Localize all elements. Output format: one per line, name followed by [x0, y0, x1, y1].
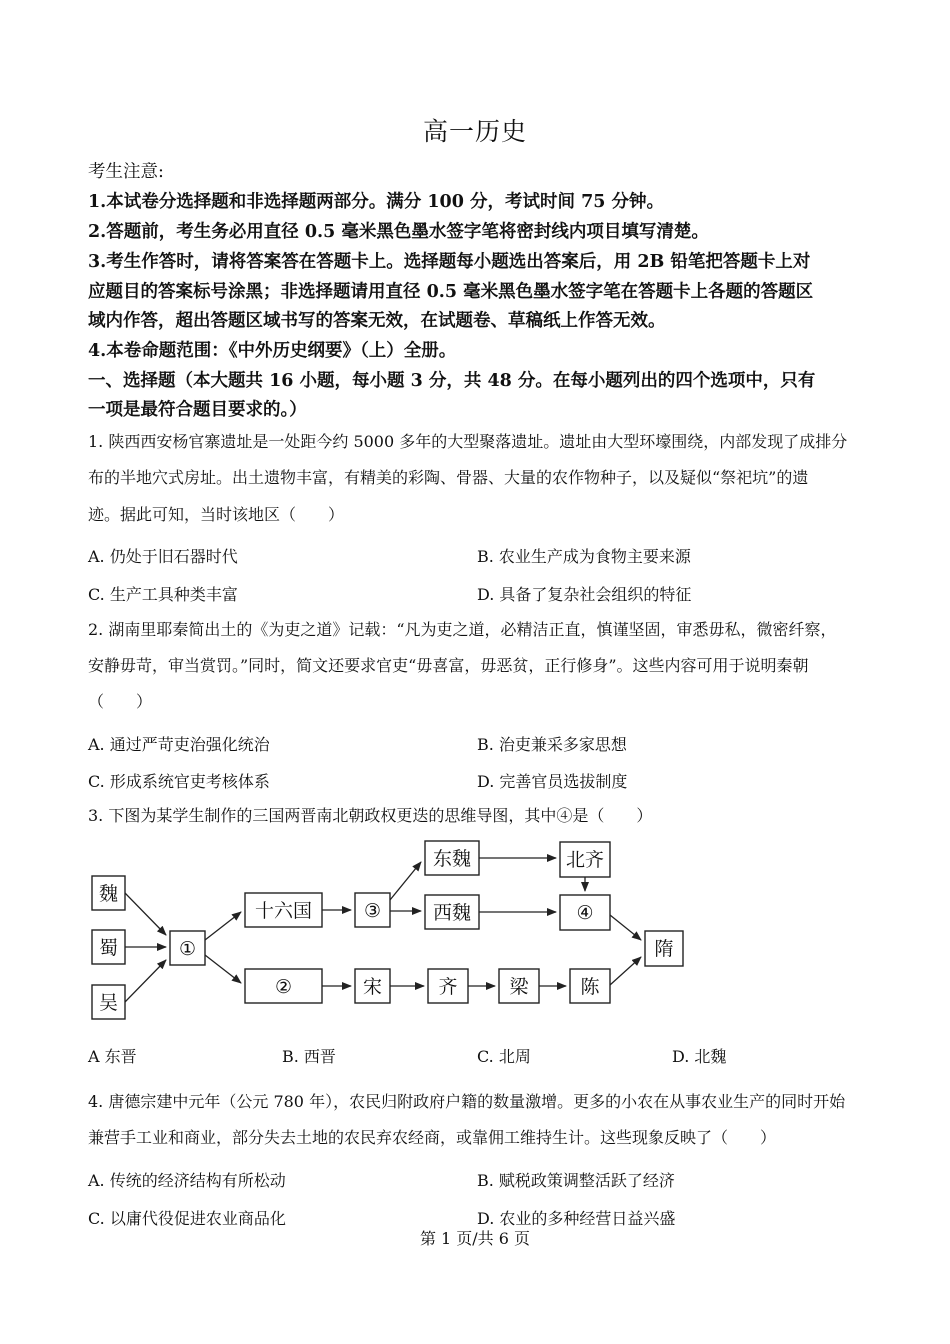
notice-heading: 考生注意:	[88, 162, 164, 182]
notice-line-2: 2.答题前，考生务必用直径 0.5 毫米黑色墨水签字笔将密封线内项目填写清楚。	[88, 222, 709, 242]
q2-option-c: C. 形成系统官吏考核体系	[88, 772, 270, 791]
section-heading-line-1: 一、选择题（本大题共 16 小题，每小题 3 分，共 48 分。在每小题列出的四个选项中，只有	[88, 371, 816, 391]
node-wu: 吴	[98, 992, 119, 1014]
q2-stem-line-2: 安静毋苛，审当赏罚。”同时，简文还要求官吏“毋喜富，毋恶贫，正行修身”。这些内容可用于说明秦朝	[88, 656, 809, 675]
q3-option-a: A 东晋	[88, 1047, 137, 1066]
node-n4: ④	[576, 902, 594, 924]
node-chen: 陈	[580, 976, 600, 998]
node-n1: ①	[178, 938, 197, 960]
node-qi: 齐	[438, 976, 458, 998]
q2-option-b: B. 治吏兼采多家思想	[477, 735, 627, 754]
notice-line-3: 3.考生作答时，请将答案答在答题卡上。选择题每小题选出答案后，用 2B 铅笔把答题卡上对	[88, 252, 811, 272]
q1-option-a: A. 仍处于旧石器时代	[88, 547, 238, 566]
notice-line-6: 4.本卷命题范围：《中外历史纲要》（上）全册。	[88, 341, 457, 361]
node-sui: 隋	[654, 938, 674, 960]
q3-stem: 3. 下图为某学生制作的三国两晋南北朝政权更迭的思维导图，其中④是（ ）	[88, 806, 653, 825]
q4-option-b: B. 赋税政策调整活跃了经济	[477, 1171, 675, 1190]
q4-option-d: D. 农业的多种经营日益兴盛	[477, 1209, 676, 1228]
q2-option-a: A. 通过严苛吏治强化统治	[88, 735, 270, 754]
q1-stem-line-3: 迹。据此可知，当时该地区（ ）	[88, 505, 345, 524]
notice-line-1: 1.本试卷分选择题和非选择题两部分。满分 100 分，考试时间 75 分钟。	[88, 192, 665, 212]
q3-option-c: C. 北周	[477, 1047, 531, 1066]
node-n2: ②	[274, 976, 293, 998]
page-footer: 第 1 页/共 6 页	[419, 1229, 531, 1248]
node-beiqi: 北齐	[565, 849, 605, 871]
q2-option-d: D. 完善官员选拔制度	[477, 772, 628, 791]
q1-option-d: D. 具备了复杂社会组织的特征	[477, 585, 692, 604]
q3-option-b: B. 西晋	[282, 1047, 336, 1066]
q1-stem-line-2: 布的半地穴式房址。出土遗物丰富，有精美的彩陶、骨器、大量的农作物种子，以及疑似“祭祀坑”的遗	[88, 468, 809, 487]
q1-option-b: B. 农业生产成为食物主要来源	[477, 547, 691, 566]
node-n3: ③	[363, 900, 382, 922]
q2-stem-line-3: （ ）	[88, 692, 153, 711]
node-sixteen: 十六国	[254, 900, 313, 922]
notice-line-4: 应题目的答案标号涂黑；非选择题请用直径 0.5 毫米黑色墨水签字笔在答题卡上各题的答题区	[88, 282, 814, 302]
section-heading-line-2: 一项是最符合题目要求的。）	[88, 400, 307, 420]
node-song: 宋	[362, 976, 383, 998]
notice-line-5: 域内作答，超出答题区域书写的答案无效，在试题卷、草稿纸上作答无效。	[88, 311, 666, 331]
q4-stem-line-2: 兼营手工业和商业，部分失去土地的农民弃农经商，或靠佣工维持生计。这些现象反映了（ ）	[88, 1128, 777, 1147]
node-shu: 蜀	[98, 937, 119, 959]
node-dongwei: 东魏	[432, 848, 472, 870]
q4-stem-line-1: 4. 唐德宗建中元年（公元 780 年），农民归附政府户籍的数量激增。更多的小农在从事农业生产的同时开始	[88, 1092, 846, 1111]
q1-option-c: C. 生产工具种类丰富	[88, 585, 238, 604]
node-xiwei: 西魏	[432, 902, 472, 924]
q1-stem-line-1: 1. 陕西西安杨官寨遗址是一处距今约 5000 多年的大型聚落遗址。遗址由大型环壕围绕，内部发现了成排分	[88, 432, 848, 451]
q4-option-c: C. 以庸代役促进农业商品化	[88, 1209, 286, 1228]
q2-stem-line-1: 2. 湖南里耶秦简出土的《为吏之道》记载：“凡为吏之道，必精洁正直，慎谨坚固，审悉毋私，微密纤察，	[88, 620, 837, 639]
node-liang: 梁	[509, 976, 529, 998]
page-title: 高一历史	[422, 117, 527, 146]
q3-option-d: D. 北魏	[672, 1047, 727, 1066]
node-wei: 魏	[98, 883, 119, 905]
q4-option-a: A. 传统的经济结构有所松动	[88, 1171, 286, 1190]
